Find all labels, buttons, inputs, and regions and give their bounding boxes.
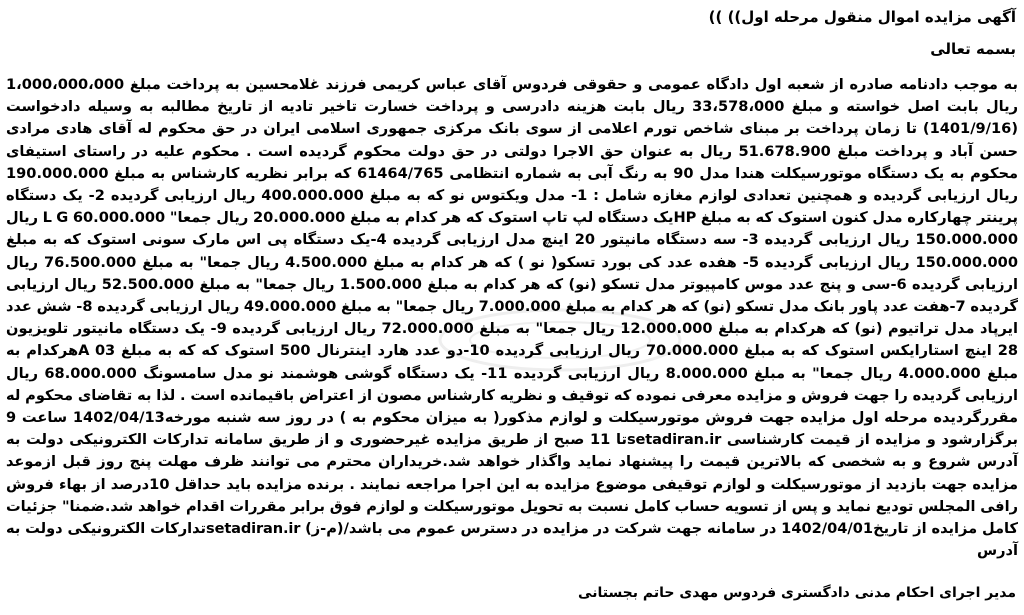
notice-heading: آگهی مزایده اموال منقول مرحله اول)) )): [708, 8, 1016, 26]
notice-salutation: بسمه تعالی: [930, 40, 1016, 58]
notice-signature: مدیر اجرای احکام مدنی دادگستری فردوس مهدی حاتم بجستانی: [578, 585, 1016, 601]
notice-body: به موجب دادنامه صادره از شعبه اول دادگاه عمومی و حقوقی فردوس آقای عباس کریمی فرزند غلامحسین به پرداخت مبلغ 1،000،000،000 ریال بابت اصل خواسته و مبلغ 33،578،000 ریال بابت هزینه دادرسی و پرداخت خسارت تاخیر تادیه از تاریخ مطالبه به وسیله دادخواست (1401/9/16) تا زمان پرداخت بر مبنای شاخص تورم اعلامی از سوی بانک مرکزی جمهوری اسلامی ایران در حق محکوم له آقای هادی مرادی حسن آباد و پرداخت مبلغ 51.678.900 ریال به عنوان حق الاجرا دولتی در حق دولت محکوم گردیده است . محکوم علیه در راستای استیفای محکوم به یک دستگاه موتورسیکلت هندا مدل 90 به رنگ آبی به شماره انتظامی 61464/765 که برابر نظریه کارشناس به مبلغ 190.000.000 ریال ارزیابی گردیده و همچنین تعدادی لوازم مغازه شامل : 1- مدل ویکتوس نو که به مبلغ 400.000.000 ریال ارزیابی گردیده 2- یک دستگاه پرینتر چهارکاره مدل کنون استوک که به مبلغ HPیک دستگاه لپ تاپ استوک که هر کدام به مبلغ 20.000.000 ریال جمعا" 60.000.000 L G ریال 150.000.000 ریال ارزیابی گردیده 3- سه دستگاه مانیتور 20 اینچ مدل ارزیابی گردیده 4-یک دستگاه پی اس مارک سونی استوک که به مبلغ 150.000.000 ریال ارزیابی گردیده 5- هفده عدد کی بورد تسکو( نو ) که هر کدام به مبلغ 4.500.000 ریال جمعا" به مبلغ 76.500.000 ریال ارزیابی گردیده 6-سی و پنج عدد موس کامپیوتر مدل تسکو (نو) که هر کدام به مبلغ 1.500.000 ریال جمعا" به مبلغ 52.500.000 ریال ارزیابی گردیده 7-هفت عدد پاور بانک مدل تسکو (نو) که هر کدام به مبلغ 7.000.000 ریال جمعا" به مبلغ 49.000.000 ریال ارزیابی گردیده 8- شش عدد ایرپاد مدل تراتیوم (نو) که هرکدام به مبلغ 12.000.000 ریال جمعا" به مبلغ 72.000.000 ریال ارزیابی گردیده 9- یک دستگاه مانیتور تلویزیون 28 اینچ استارایکس استوک که به مبلغ 70.000.000 ریال ارزیابی گردیده 10-دو عدد هارد اینترنال 500 استوک که که به مبلغ A 03هرکدام به مبلغ 4.000.000 ریال جمعا" به مبلغ 8.000.000 ریال ارزیابی گردیده 11- یک دستگاه گوشی هوشمند نو مدل سامسونگ 68.000.000 ریال ارزیابی گردیده را جهت فروش و مزایده معرفی نموده که توقیف و نظریه کارشناس مصون از اعتراض باقیمانده است . لذا به تقاضای محکوم له مقررگردیده مرحله اول مزایده جهت فروش موتورسیکلت و لوازم مذکور( به میزان محکوم به ) در روز سه شنبه مورخه1402/04/13 ساعت 9 برگزارشود و مزایده از قیمت کارشناسی setadiran.irتا 11 صبح از طریق مزایده غیرحضوری و از طریق سامانه تدارکات الکترونیکی دولت به آدرس شروع و به شخصی که بالاترین قیمت را پیشنهاد نماید واگذار خواهد شد.خریداران محترم می توانند ظرف مهلت پنج روز قبل ازموعد مزایده جهت بازدید از موتورسیکلت و لوازم توقیفی موضوع مزایده به این اجرا مراجعه نمایند . برنده مزایده باید حداقل 10درصد از بهاء فروش رافی المجلس تودیع نماید و پس از تسویه حساب کامل نسبت به تحویل موتورسیکلت و لوازم فوق برابر مقررات اقدام خواهد شد.ضمنا" جزئیات کامل مزایده از تاریخ1402/04/01 در سامانه جهت شرکت در مزایده در دسترس عموم می باشد/(م-ز) setadiran.irتدارکات الکترونیکی دولت به آدرس: [6, 76, 1019, 560]
